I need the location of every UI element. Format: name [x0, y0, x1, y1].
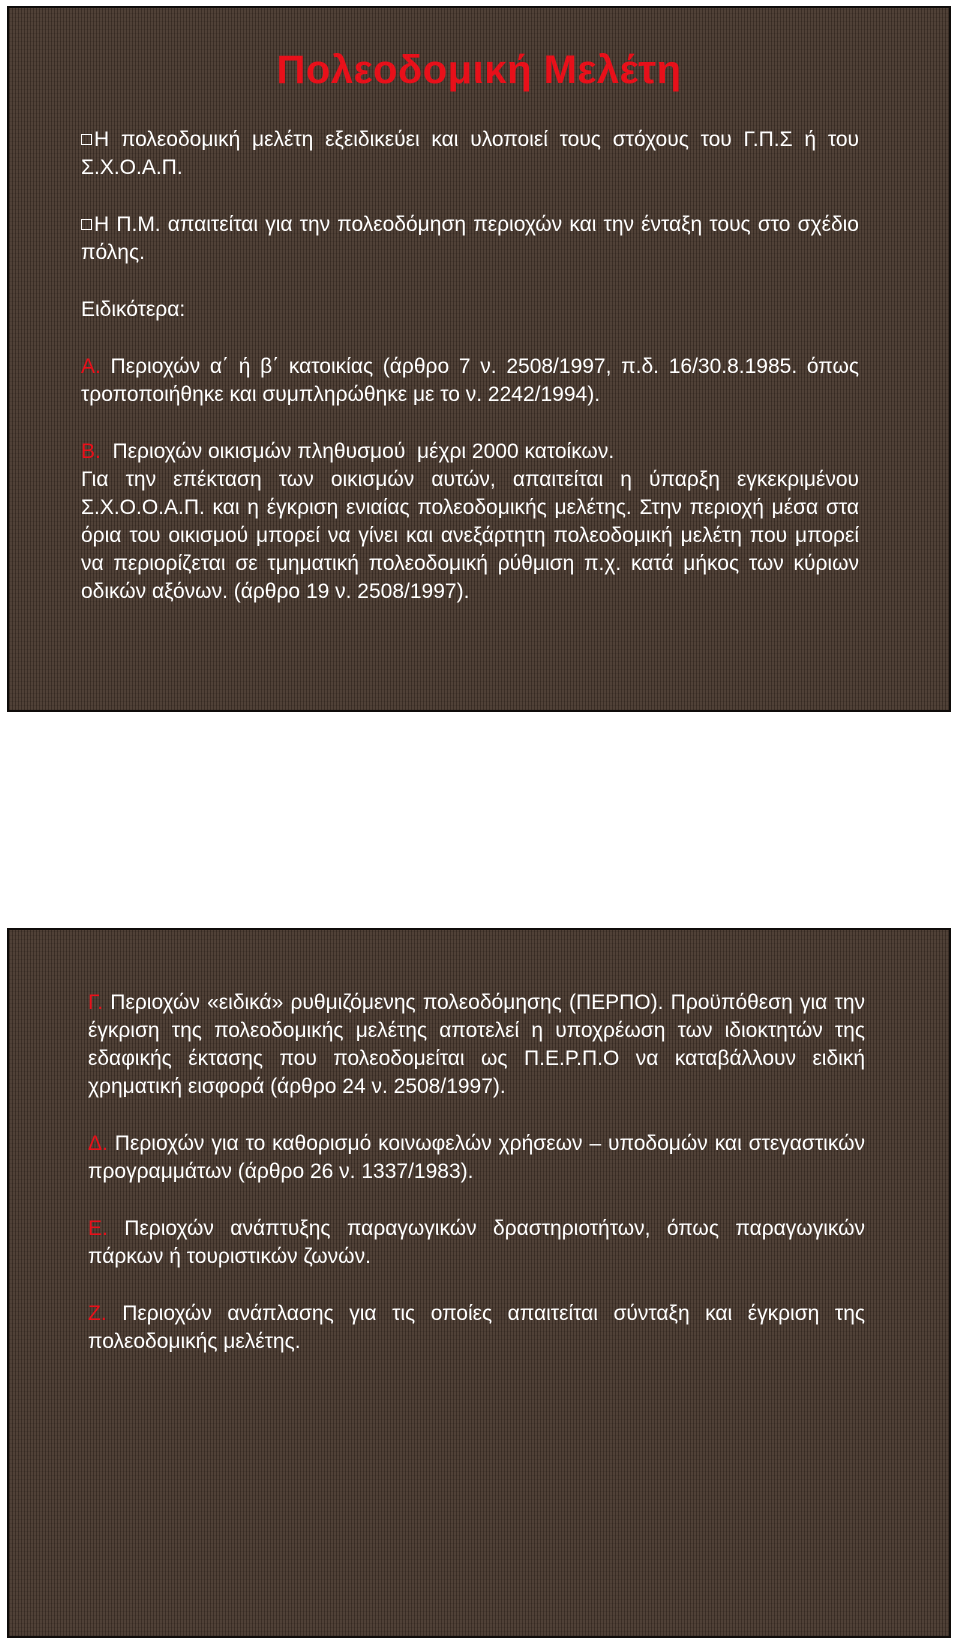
- item-b-marker: Β.: [81, 440, 101, 463]
- bullet-paragraph: [81, 211, 859, 267]
- item-a-marker: Α.: [81, 355, 101, 378]
- item-b: [81, 438, 859, 606]
- item-z-text: Περιοχών ανάπλασης για τις οποίες απαιτείται σύνταξη και έγκριση της πολεοδομικής μελέτης.: [88, 1302, 865, 1353]
- specifically-label: Ειδικότερα:: [81, 298, 186, 321]
- slide-1: [7, 6, 951, 712]
- item-g-text: Περιοχών «ειδικά» ρυθμιζόμενης πολεοδόμησης (ΠΕΡΠΟ). Προϋπόθεση για την έγκριση της πολεοδομικής μελέτης αποτελεί η υποχρέωση των ιδιοκτητών της εδαφικής έκτασης που πολεοδομείται ως Π.Ε.Ρ.Π.Ο να καταβάλλουν ειδική χρηματική εισφορά (άρθρο 24 ν. 2508/1997).: [88, 991, 865, 1098]
- item-g: [88, 989, 865, 1101]
- slide-1-content: [81, 126, 859, 635]
- bullet-text: Η πολεοδομική μελέτη εξειδικεύει και υλοποιεί τους στόχους του Γ.Π.Σ ή του Σ.Χ.Ο.Α.Π.: [81, 128, 859, 179]
- item-b-first-line: [81, 438, 859, 466]
- bullet-paragraph: [81, 126, 859, 182]
- item-b-text: Για την επέκταση των οικισμών αυτών, απαιτείται η ύπαρξη εγκεκριμένου Σ.Χ.Ο.Ο.Α.Π. και η έγκριση ενιαίας πολεοδομικής μελέτης. Στην περιοχή μέσα στα όρια του οικισμού μπορεί να γίνει και ανεξάρτητη πολεοδομική μελέτη που μπορεί να περιορίζεται σε τμηματική πολεοδομική ρύθμιση π.χ. κατά μήκος των κύριων οδικών αξόνων. (άρθρο 19 ν. 2508/1997).: [81, 468, 859, 603]
- bullet-text: Η Π.Μ. απαιτείται για την πολεοδόμηση περιοχών και την ένταξη τους στο σχέδιο πόλης.: [81, 213, 859, 264]
- item-e-text: Περιοχών ανάπτυξης παραγωγικών δραστηριοτήτων, όπως παραγωγικών πάρκων ή τουριστικών ζωνών.: [88, 1217, 865, 1268]
- item-g-marker: Γ.: [88, 991, 104, 1014]
- item-b-line1: Περιοχών οικισμών πληθυσμού μέχρι 2000 κατοίκων.: [100, 440, 615, 463]
- item-d-marker: Δ.: [88, 1132, 108, 1155]
- slide-2: [7, 928, 951, 1638]
- item-z: [88, 1300, 865, 1356]
- item-d: [88, 1130, 865, 1186]
- slide-title: Πολεοδομική Μελέτη: [276, 48, 682, 92]
- item-a: [81, 353, 859, 409]
- item-d-text: Περιοχών για το καθορισμό κοινωφελών χρήσεων – υποδομών και στεγαστικών προγραμμάτων (άρθρο 26 ν. 1337/1983).: [88, 1132, 865, 1183]
- item-z-marker: Ζ.: [88, 1302, 107, 1325]
- item-e-marker: Ε.: [88, 1217, 108, 1240]
- checkbox-square-icon: [81, 134, 92, 145]
- checkbox-square-icon: [81, 219, 92, 230]
- slide-2-content: [88, 989, 865, 1385]
- item-a-text: Περιοχών α΄ ή β΄ κατοικίας (άρθρο 7 ν. 2508/1997, π.δ. 16/30.8.1985. όπως τροποποιήθηκε και συμπληρώθηκε με το ν. 2242/1994).: [81, 355, 859, 406]
- item-e: [88, 1215, 865, 1271]
- specifically-heading: [81, 296, 859, 324]
